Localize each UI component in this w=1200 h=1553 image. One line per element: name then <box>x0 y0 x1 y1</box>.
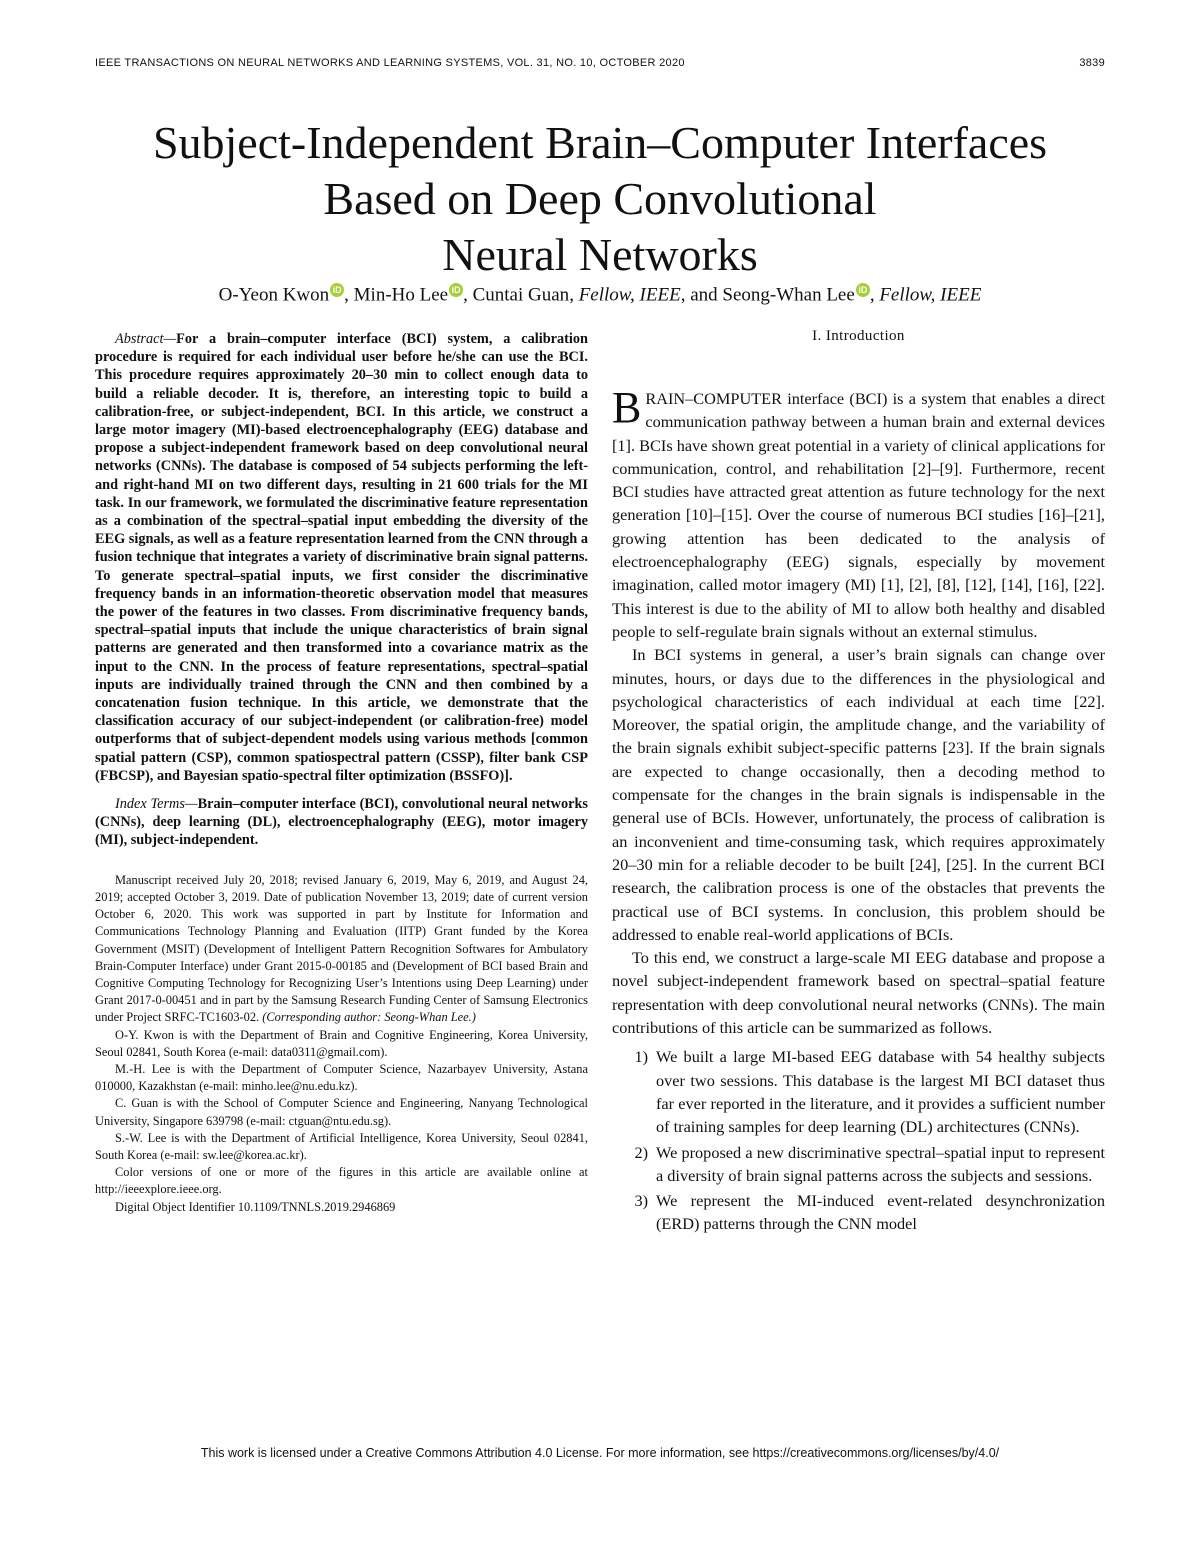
journal-name: IEEE TRANSACTIONS ON NEURAL NETWORKS AND LEARNING SYSTEMS, VOL. 31, NO. 10, OCTOBER 2020 <box>95 57 685 69</box>
author-sw-lee: and Seong-Whan Lee <box>690 284 855 306</box>
footnote-kwon: O-Y. Kwon is with the Department of Brain and Cognitive Engineering, Korea University, Seoul 02841, South Korea (e-mail: data0311@gmail.com). <box>95 1027 588 1059</box>
list-item-text: We represent the MI-induced event-related desynchronization (ERD) patterns through the CNN model <box>656 1191 1105 1234</box>
list-item-number: 3) <box>634 1191 648 1211</box>
abstract-text: For a brain–computer interface (BCI) system, a calibration procedure is required for each individual user before he/she can use the BCI. This procedure requires approximately 20–30 min to collect enough data to build a reliable decoder. It is, therefore, an interesting topic to build a calibration-free, or subject-independent, BCI. In this article, we construct a large motor imagery (MI)-based electroencephalography (EEG) database and propose a subject-independent framework based on deep convolutional neural networks (CNNs). The database is composed of 54 subjects performing the left- and right-hand MI on two different days, resulting in 21 600 trials for the MI task. In our framework, we formulated the discriminative feature representation as a combination of the spectral–spatial input embedding the diversity of the EEG signals, as well as a feature representation learned from the CNN through a fusion technique that integrates a variety of discriminative brain signal patterns. To generate spectral–spatial inputs, we first consider the discriminative frequency bands in an information-theoretic observation model that measures the power of the features in two classes. From discriminative frequency bands, spectral–spatial inputs that include the unique characteristics of brain signal patterns are generated and then transformed into a covariance matrix as the input to the CNN. In the process of feature representations, spectral–spatial inputs are individually trained through the CNN and then combined by a concatenation fusion technique. In this article, we demonstrate that the classification accuracy of our subject-independent (or calibration-free) model outperforms that of subject-dependent models using various methods [common spatial pattern (CSP), common spatiospectral pattern (CSSP), filter bank CSP (FBCSP), and Bayesian spatio-spectral filter optimization (BSSFO)]. <box>95 331 588 784</box>
intro-paragraph-1 <box>612 383 1105 643</box>
license-notice: This work is licensed under a Creative Commons Attribution 4.0 License. For more information, see https://creativecommons.org/licenses/by/4.0/ <box>200 1446 1000 1460</box>
footnote-manuscript <box>95 872 588 1027</box>
right-column <box>612 328 1105 1238</box>
index-terms <box>95 795 588 850</box>
abstract <box>95 330 588 785</box>
left-column <box>95 330 588 1216</box>
page-number: 3839 <box>1079 57 1105 69</box>
orcid-icon[interactable]: iD <box>449 283 463 297</box>
contributions-list <box>612 1045 1105 1235</box>
list-item <box>612 1141 1105 1188</box>
author-guan: Cuntai Guan <box>472 284 570 306</box>
footnote-sw-lee: S.-W. Lee is with the Department of Artificial Intelligence, Korea University, Seoul 02841, South Korea (e-mail: sw.lee@korea.ac.kr). <box>95 1130 588 1162</box>
list-item <box>612 1045 1105 1138</box>
section-heading-introduction: I. Introduction <box>812 328 905 344</box>
intro-paragraph-1-text: RAIN–COMPUTER interface (BCI) is a system that enables a direct communication pathway between a human brain and external devices [1]. BCIs have shown great potential in a variety of clinical applications for communication, control, and rehabilitation [2]–[9]. Furthermore, recent BCI studies have attracted great attention as future technology for the next generation [10]–[15]. Over the course of numerous BCI studies [16]–[21], growing attention has been dedicated to the analysis of electroencephalography (EEG) signals, especially by movement imagination, called motor imagery (MI) [1], [2], [8], [12], [14], [16], [22]. This interest is due to the ability of MI to allow both healthy and disabled people to self-regulate brain signals without an external stimulus. <box>612 389 1105 641</box>
title-line-2: Based on Deep Convolutional <box>323 173 877 224</box>
author-sw-lee-fellow: Fellow, IEEE <box>879 284 982 306</box>
author-guan-fellow: Fellow, IEEE <box>578 284 681 306</box>
intro-paragraph-3: To this end, we construct a large-scale MI EEG database and propose a novel subject-independent framework based on spectral–spatial feature representation with deep convolutional neural networks (CNNs). The main contributions of this article can be summarized as follows. <box>612 948 1105 1038</box>
index-terms-lead: Index Terms— <box>115 796 198 813</box>
footnotes <box>95 872 588 1216</box>
title-line-3: Neural Networks <box>442 229 758 280</box>
footnote-mh-lee: M.-H. Lee is with the Department of Computer Science, Nazarbayev University, Astana 010000, Kazakhstan (e-mail: minho.lee@nu.edu.kz). <box>95 1061 588 1094</box>
list-item-number: 1) <box>634 1047 648 1067</box>
index-terms-text: Brain–computer interface (BCI), convolutional neural networks (CNNs), deep learning (DL), electroencephalography (EEG), motor imagery (MI), subject-independent. <box>95 796 588 849</box>
paper-title <box>60 115 1140 283</box>
orcid-icon[interactable]: iD <box>856 283 870 297</box>
footnote-manuscript-text: Manuscript received July 20, 2018; revised January 6, 2019, May 6, 2019, and August 24, 2019; accepted October 3, 2019. Date of publication November 13, 2019; date of current version October 6, 2020. This work was supported in part by Institute for Information and Communications Technology Planning and Evaluation (IITP) Grant funded by the Korea Government (MSIT) (Development of Intelligent Pattern Recognition Softwares for Ambulatory Brain-Computer Interface) under Grant 2015-0-00185 and (Development of BCI based Brain and Cognitive Computing Technology for Recognizing User’s Intentions using Deep Learning) under Grant 2017-0-00451 and in part by the Samsung Research Funding Center of Samsung Electronics under Project SRFC-TC1603-02. <box>95 872 588 1025</box>
orcid-icon[interactable]: iD <box>330 283 344 297</box>
list-item-number: 2) <box>634 1142 648 1162</box>
footnote-guan: C. Guan is with the School of Computer Science and Engineering, Nanyang Technological University, Singapore 639798 (e-mail: ctguan@ntu.edu.sg). <box>95 1096 588 1128</box>
author-mh-lee: Min-Ho Lee <box>353 284 449 306</box>
running-header <box>95 57 1105 77</box>
author-list: O-Yeon Kwon iD , Min-Ho Lee iD , Cuntai Guan, Fellow, IEEE, and Seong-Whan Lee iD , Fellow, IEEE <box>218 284 982 306</box>
title-line-1: Subject-Independent Brain–Computer Interfaces <box>152 117 1048 168</box>
footnote-doi: Digital Object Identifier 10.1109/TNNLS.2019.2946869 <box>115 1199 396 1214</box>
list-item-text: We built a large MI-based EEG database with 54 healthy subjects over two sessions. This database is the largest MI BCI dataset thus far ever reported in the literature, and it provides a sufficient number of training samples for deep learning (DL) architectures (CNNs). <box>656 1047 1105 1137</box>
drop-cap: B <box>612 383 642 432</box>
footnote-color: Color versions of one or more of the figures in this article are available online at http://ieeexplore.ieee.org. <box>95 1165 588 1197</box>
author-kwon: O-Yeon Kwon <box>218 284 330 306</box>
footnote-corresponding-author: (Corresponding author: Seong-Whan Lee.) <box>262 1010 476 1025</box>
intro-paragraph-2: In BCI systems in general, a user’s brain signals can change over minutes, hours, or days due to the differences in the physiological and psychological characteristics of each individual at each time [22]. Moreover, the spatial origin, the amplitude change, and the variability of the brain signals exhibit subject-specific patterns [23]. If the brain signals are expected to change occasionally, then a decoding method to compensate for the changes in the brain signals is indispensable in the general use of BCIs. However, unfortunately, the process of calibration is an inconvenient and time-consuming task, which requires approximately 20–30 min for a reliable decoder to be built [24], [25]. In the current BCI research, the calibration process is one of the obstacles that prevents the practical use of BCI systems. In conclusion, this problem should be addressed to enable real-world applications of BCIs. <box>612 645 1105 944</box>
list-item-text: We proposed a new discriminative spectral–spatial input to represent a diversity of brain signal patterns across the subjects and sessions. <box>656 1142 1105 1185</box>
abstract-lead: Abstract— <box>115 331 177 347</box>
list-item <box>612 1189 1105 1236</box>
